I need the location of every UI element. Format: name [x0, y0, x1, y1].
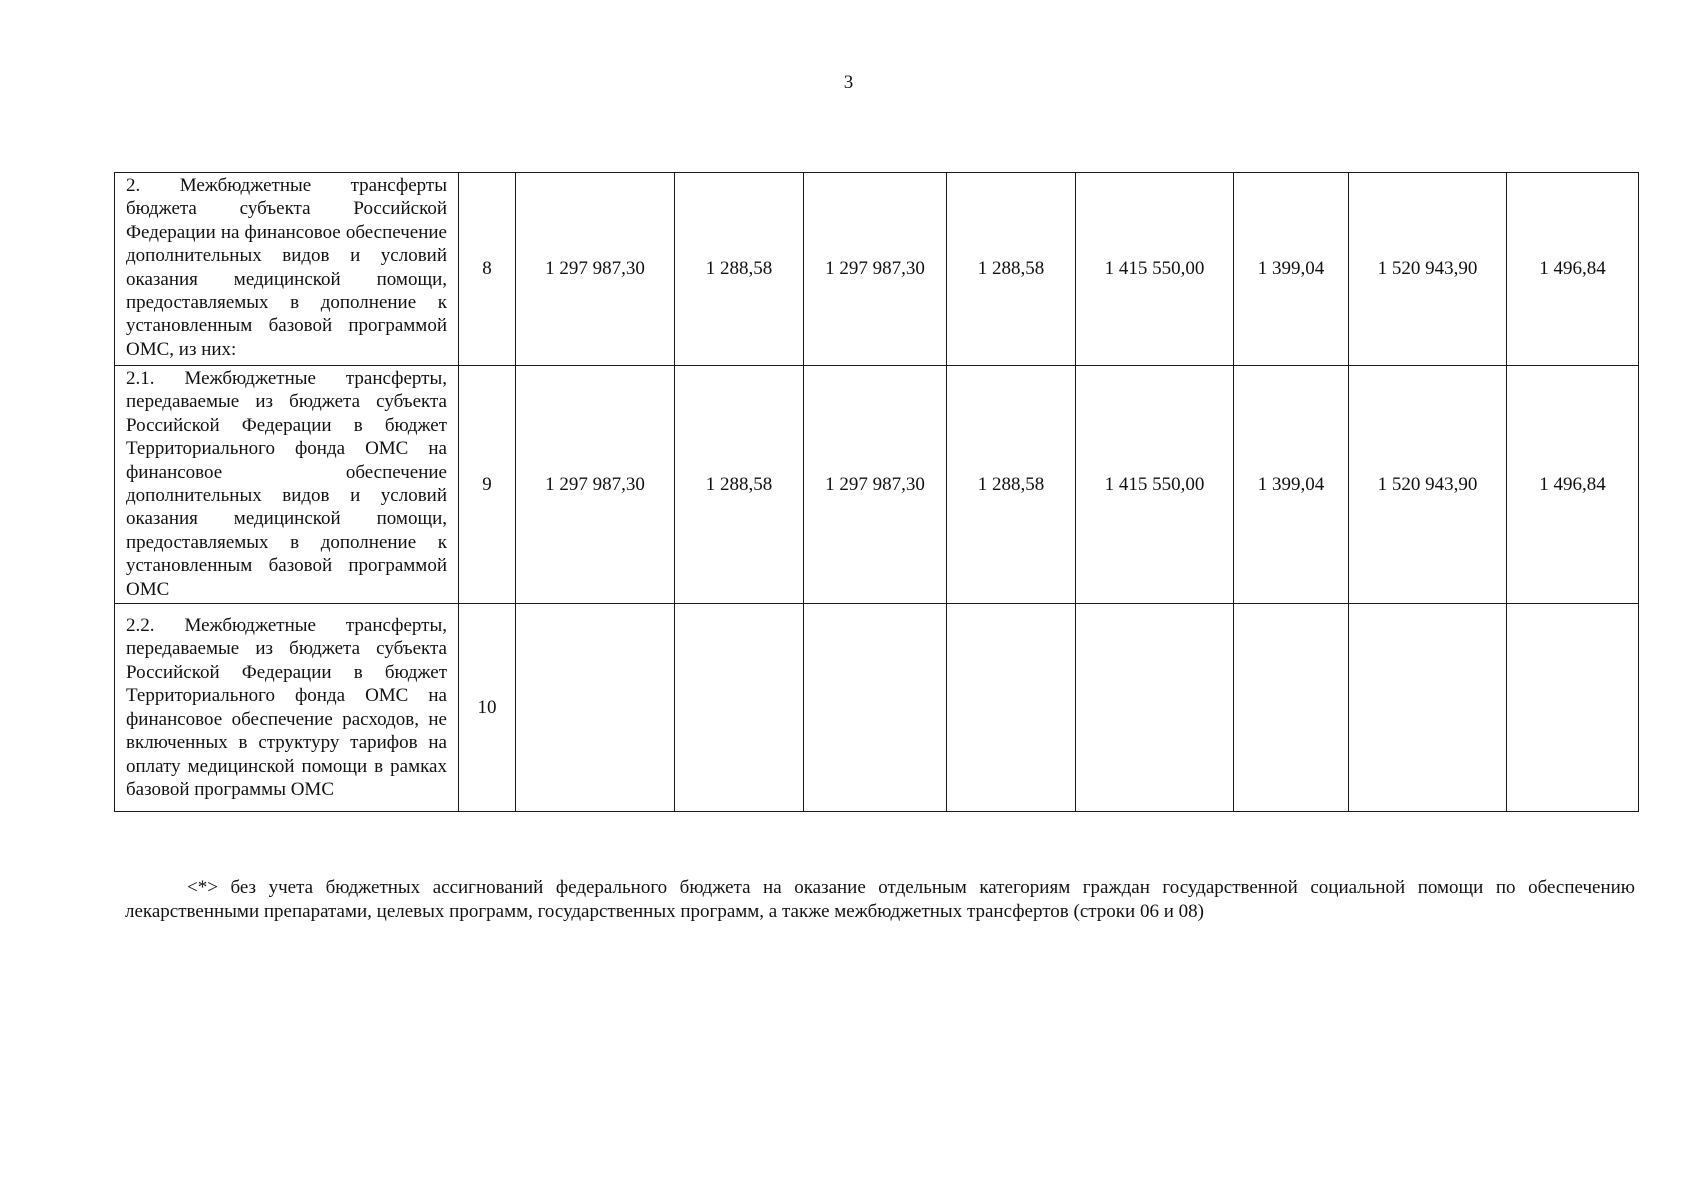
- table-cell: [1349, 604, 1507, 812]
- table-cell: 1 399,04: [1234, 173, 1349, 366]
- table-cell: 1 415 550,00: [1076, 173, 1234, 366]
- row-description: 2.2. Межбюджетные трансферты, передаваемые из бюджета субъекта Российской Федерации в бюджет Территориального фонда ОМС на финансовое обеспечение расходов, не включенных в структуру тарифов на оплату медицинской помощи в рамках базовой программы ОМС: [115, 604, 459, 812]
- table-row: [115, 173, 1639, 366]
- table-cell: [516, 604, 675, 812]
- table-cell: 1 288,58: [947, 366, 1076, 604]
- table-cell: [675, 604, 804, 812]
- footnote: <*> без учета бюджетных ассигнований федерального бюджета на оказание отдельным категориям граждан государственной социальной помощи по обеспечению лекарственными препаратами, целевых программ, государственных программ, а также межбюджетных трансфертов (строки 06 и 08): [125, 877, 1635, 922]
- row-code: 9: [459, 366, 516, 604]
- table-cell: [947, 604, 1076, 812]
- row-code: 10: [459, 604, 516, 812]
- table-cell: [1507, 604, 1639, 812]
- row-description: 2. Межбюджетные трансферты бюджета субъекта Российской Федерации на финансовое обеспечение дополнительных видов и условий оказания медицинской помощи, предоставляемых в дополнение к установленным базовой программой ОМС, из них:: [115, 173, 459, 366]
- table-cell: 1 496,84: [1507, 173, 1639, 366]
- page-number: 3: [843, 72, 854, 93]
- table-cell: [1234, 604, 1349, 812]
- table-cell: 1 297 987,30: [804, 366, 947, 604]
- table-cell: 1 297 987,30: [516, 366, 675, 604]
- table-cell: [1076, 604, 1234, 812]
- table-cell: 1 297 987,30: [804, 173, 947, 366]
- table-cell: 1 520 943,90: [1349, 173, 1507, 366]
- table-cell: 1 520 943,90: [1349, 366, 1507, 604]
- table-row: [115, 604, 1639, 812]
- row-code: 8: [459, 173, 516, 366]
- table-cell: 1 415 550,00: [1076, 366, 1234, 604]
- table-cell: 1 288,58: [675, 366, 804, 604]
- table-cell: 1 288,58: [675, 173, 804, 366]
- table-cell: 1 288,58: [947, 173, 1076, 366]
- table-cell: [804, 604, 947, 812]
- table-cell: 1 297 987,30: [516, 173, 675, 366]
- table-cell: 1 496,84: [1507, 366, 1639, 604]
- table-row: [115, 366, 1639, 604]
- row-description: 2.1. Межбюджетные трансферты, передаваемые из бюджета субъекта Российской Федерации в бюджет Территориального фонда ОМС на финансовое обеспечение дополнительных видов и условий оказания медицинской помощи, предоставляемых в дополнение к установленным базовой программой ОМС: [115, 366, 459, 604]
- table-cell: 1 399,04: [1234, 366, 1349, 604]
- budget-table: [114, 172, 1639, 812]
